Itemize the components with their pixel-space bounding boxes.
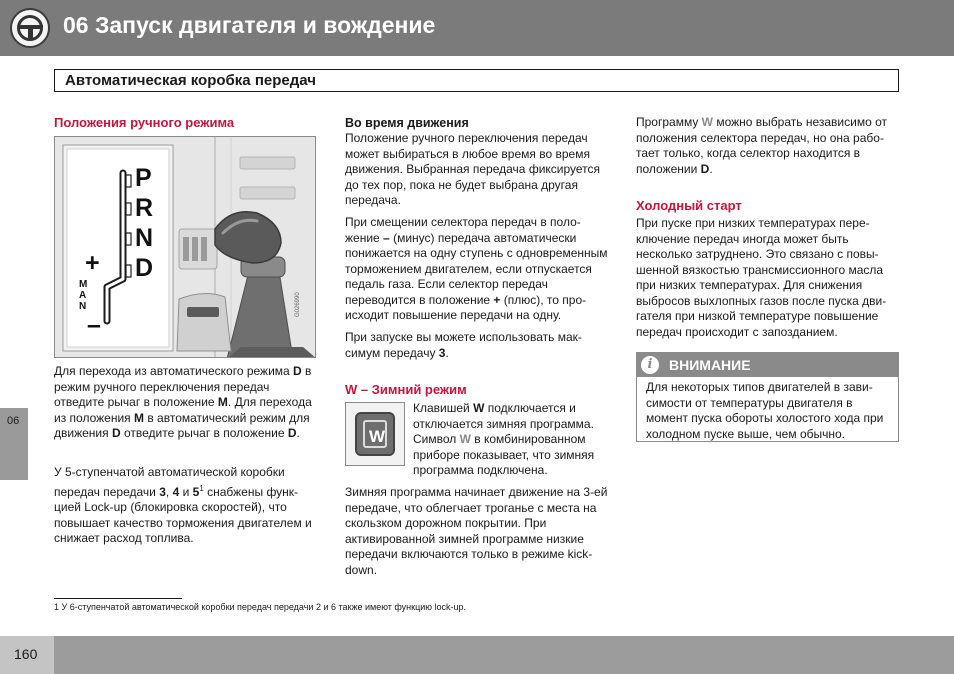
page-footer (0, 636, 954, 674)
start-gear-paragraph: При запуске вы можете использовать максимум передачу 3. (345, 330, 582, 360)
shift-paragraph: При смещении селектора передач в положение – (минус) передача автоматически понижается на одну ступень с одновременным торможением двигателем, если отпускается педаль газа. Если селектор передач переводится в положение + (плюс), то происходит повышение передачи на одну. (345, 215, 608, 322)
warning-header (637, 353, 898, 377)
w-program-paragraph: Программу W можно выбрать независимо от положения селектора передач, но она работает только, когда селектор находится в положении D. (636, 115, 887, 176)
side-tab-label: 06 (7, 415, 20, 427)
plus-label: + (85, 249, 100, 277)
info-icon: i (641, 356, 659, 374)
warning-text: Для некоторых типов двигателей в зависимости от температуры двигателя в момент пуска обороты холостого хода при холодном пуске выше, чем обычно. (646, 380, 884, 441)
chapter-side-tab (0, 408, 28, 480)
gear-r-label: R (135, 194, 154, 222)
w-button-figure (345, 402, 405, 466)
warning-title: ВНИМАНИЕ (669, 357, 751, 373)
w-key-letter: W (368, 427, 386, 446)
gear-n-label: N (135, 224, 154, 252)
man-m-letter: M (79, 279, 88, 290)
chapter-header (0, 0, 954, 56)
footnote-divider (54, 598, 182, 599)
section-title-box (54, 69, 899, 92)
winter-key-paragraph: Клавишей W подключается и отключается зимняя программа. Символ W в комбинированном приборе показывает, что зимняя программа подключена. (413, 401, 595, 477)
page-number-box (0, 636, 54, 674)
winter-program-paragraph: Зимняя программа начинает движение на 3-ей передаче, что облегчает троганье с места на скользком дорожном покрытии. При активированной зимней программе низкие передачи включаются только в режиме kick-down. (345, 485, 608, 577)
footnote: 1 У 6-ступенчатой автоматической коробки передач передачи 2 и 6 также имеют функцию lock-up. (54, 602, 467, 612)
minus-label: – (87, 311, 101, 339)
cold-start-paragraph: При пуске при низких температурах переключение передач иногда может быть несколько затруднено. Это связано с повышенной вязкостью трансмиссионного масла при низких температурах. Для снижения выбросов выхлопных газов после пуска двигателя при низкой температуре повышение передач происходит с запозданием. (636, 216, 887, 339)
warning-box (636, 352, 899, 442)
gear-selector-figure (54, 136, 316, 358)
figure-code: G026990 (295, 292, 301, 317)
winter-mode-heading: W – Зимний режим (345, 382, 467, 397)
driving-paragraph: Положение ручного переключения передач может выбираться в любое время во время движения. Выбранная передача фиксируется до тех пор, пока не будет выбрана другая передача. (345, 131, 601, 207)
section-title: Автоматическая коробка передач (65, 72, 316, 89)
manual-mode-paragraph: Для перехода из автоматического режима D в режим ручного переключения передач отведите рычаг в положение M. Для перехода из положения M в автоматический режим для движения D отведите рычаг в положение D. (54, 364, 312, 440)
steering-wheel-icon (10, 8, 50, 48)
driving-subheading: Во время движения (345, 116, 469, 130)
winter-mode-key-icon (355, 412, 395, 456)
man-a-letter: A (79, 290, 87, 301)
gear-d-label: D (135, 254, 154, 282)
cold-start-heading: Холодный старт (636, 198, 742, 213)
manual-mode-heading: Положения ручного режима (54, 115, 235, 130)
man-n-letter: N (79, 301, 87, 312)
lockup-paragraph: У 5-ступенчатой автоматической коробки передач передачи 3, 4 и $5^1$ снабжены функцией Lock-up (блокировка скоростей), что повышает качество торможения двигателем и снижает расход топлива. (54, 465, 312, 545)
chapter-title: 06 Запуск двигателя и вождение (63, 12, 436, 38)
gear-p-label: P (135, 164, 152, 192)
page-number: 160 (14, 646, 38, 662)
